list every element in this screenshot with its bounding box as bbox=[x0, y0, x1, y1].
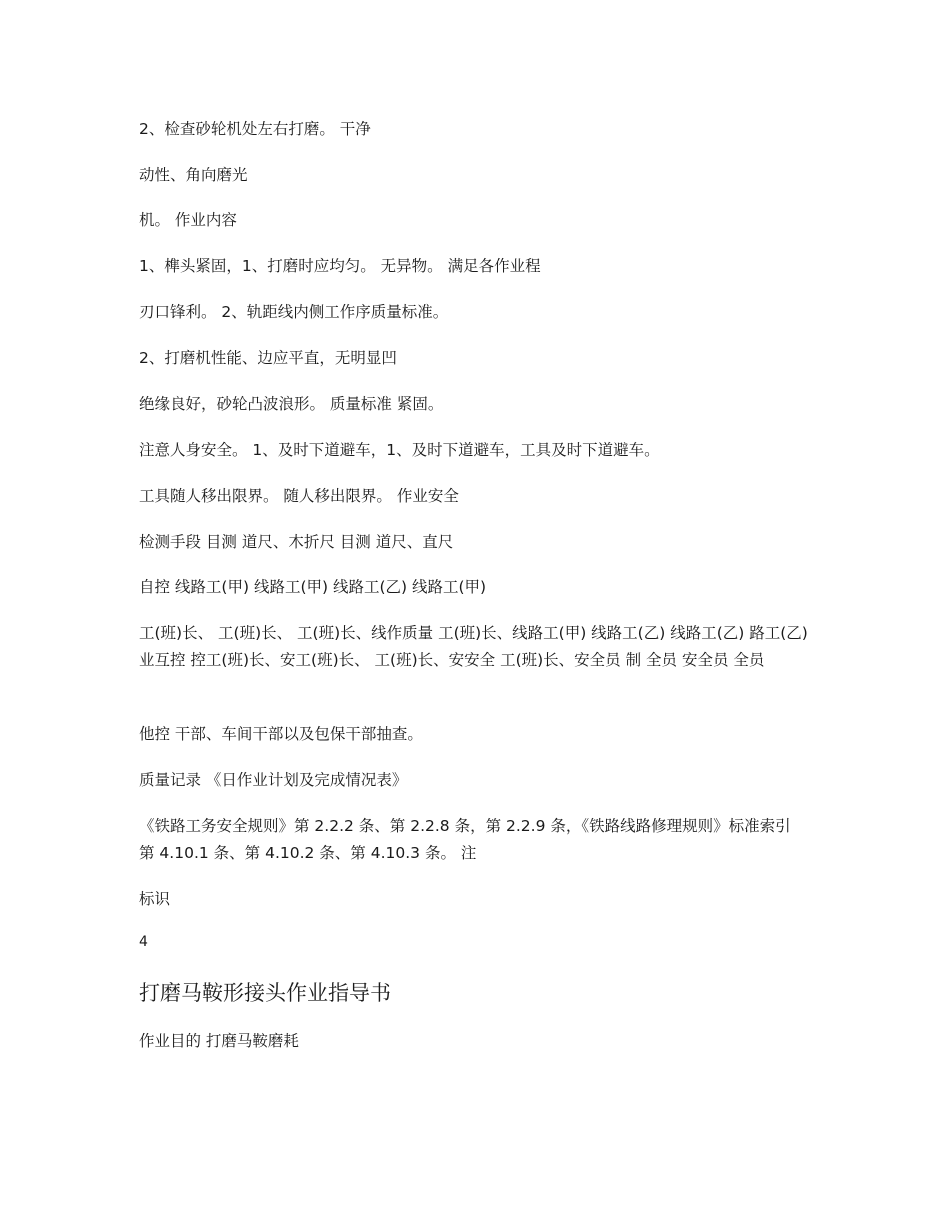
text-line: 动性、角向磨光 bbox=[139, 166, 248, 184]
text-line: 2、检查砂轮机处左右打磨。 干净 bbox=[139, 120, 371, 138]
text-line: 2、打磨机性能、边应平直，无明显凹 bbox=[139, 349, 397, 367]
text-paragraph: 《铁路工务安全规则》第 2.2.2 条、第 2.2.8 条，第 2.2.9 条，《铁路线路修理规则》标准索引 第 4.10.1 条、第 4.10.2 条、第 4.10.3 条。 注 bbox=[139, 817, 791, 862]
document-title: 打磨马鞍形接头作业指导书 bbox=[139, 981, 391, 1005]
text-line: 1、榫头紧固，1、打磨时应均匀。 无异物。 满足各作业程 bbox=[139, 257, 541, 275]
page-number: 4 bbox=[139, 934, 148, 950]
text-line: 机。 作业内容 bbox=[139, 211, 237, 229]
text-line: 他控 干部、车间干部以及包保干部抽查。 bbox=[139, 725, 423, 743]
purpose-line: 作业目的 打磨马鞍磨耗 bbox=[139, 1032, 299, 1050]
text-paragraph: 工(班)长、 工(班)长、 工(班)长、线作质量 工(班)长、线路工(甲) 线路工(乙) 线路工(乙) 路工(乙) 业互控 控工(班)长、安工(班)长、 工(班)长、安安全 工(班)长、安全员 制 全员 安全员 全员 bbox=[139, 624, 808, 669]
text-line: 工具随人移出限界。 随人移出限界。 作业安全 bbox=[139, 487, 459, 505]
text-line: 自控 线路工(甲) 线路工(甲) 线路工(乙) 线路工(甲) bbox=[139, 578, 487, 596]
text-line: 检测手段 目测 道尺、木折尺 目测 道尺、直尺 bbox=[139, 533, 454, 551]
text-line: 质量记录 《日作业计划及完成情况表》 bbox=[139, 771, 408, 789]
text-line: 注意人身安全。 1、及时下道避车，1、及时下道避车，工具及时下道避车。 bbox=[139, 441, 660, 459]
text-line: 绝缘良好，砂轮凸波浪形。 质量标准 紧固。 bbox=[139, 395, 444, 413]
text-line: 刃口锋利。 2、轨距线内侧工作序质量标准。 bbox=[139, 303, 449, 321]
text-line: 标识 bbox=[139, 890, 171, 908]
